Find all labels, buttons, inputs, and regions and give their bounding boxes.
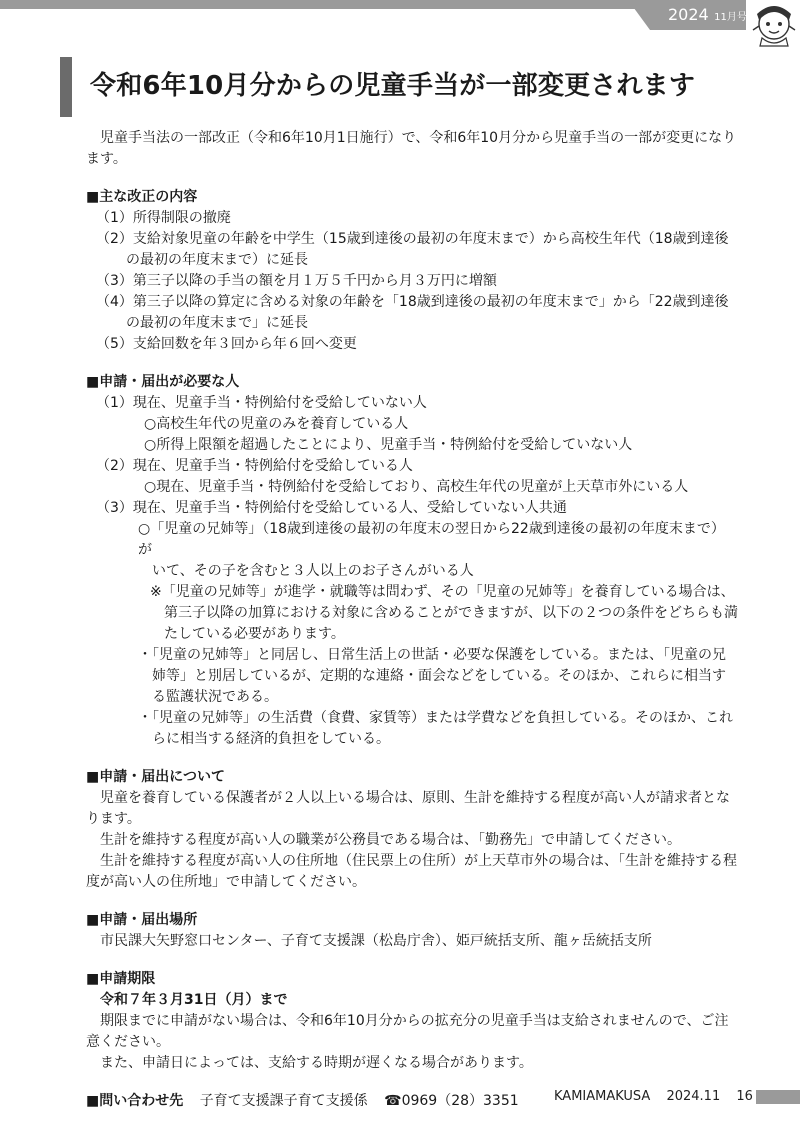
list-item: （3）第三子以降の手当の額を月１万５千円から月３万円に増額 [96,273,497,289]
page-title: 令和6年10月分からの児童手当が一部変更されます [90,71,696,101]
list-item: （2）支給対象児童の年齢を中学生（15歳到達後の最初の年度末まで）から高校生年代（18歳到達後の最初の年度末まで）に延長 [96,231,729,268]
mascot-icon [748,0,800,50]
issue-month-suffix: 月号 [726,12,747,23]
list-item: ○高校生年代の児童のみを養育している人 [144,416,409,432]
section-heading: ■申請期限 [86,971,156,987]
list-item: （4）第三子以降の算定に含める対象の年齢を「18歳到達後の最初の年度末まで」から「22歳到達後の最初の年度末まで」に延長 [96,294,729,331]
paragraph: 生計を維持する程度が高い人の住所地（住民票上の住所）が上天草市外の場合は、「生計を維持する程度が高い人の住所地」で申請してください。 [86,853,737,890]
intro-paragraph: 児童手当法の一部改正（令和6年10月1日施行）で、令和6年10月分から児童手当の一部が変更になります。 [86,130,737,167]
section-heading: ■主な改正の内容 [86,189,198,205]
section-heading: ■申請・届出が必要な人 [86,374,240,390]
group-item: （3）現在、児童手当・特例給付を受給している人、受給していない人共通 [96,500,567,516]
paragraph: また、申請日によっては、支給する時期が遅くなる場合があります。 [100,1055,533,1071]
issue-label [668,5,747,28]
deadline-date: 令和７年３月31日（月）まで [100,992,288,1008]
section-who [86,372,738,750]
group-item: （1）現在、児童手当・特例給付を受給していない人 [96,395,427,411]
section-deadline [86,969,738,1074]
section-about [86,767,738,893]
section-place [86,910,738,952]
list-item-continuation: いて、その子を含むと３人以上のお子さんがいる人 [152,563,474,579]
contact-department: 子育て支援課子育て支援係 [199,1093,368,1109]
header-band [0,0,680,9]
article-body [86,128,738,1112]
condition-item: ・「児童の兄姉等」の生活費（食費、家賃等）または学費などを負担している。そのほか、これらに相当する経済的負担をしている。 [138,710,733,747]
section-heading: ■申請・届出について [86,769,225,785]
footer-issue: 2024.11 [666,1089,721,1104]
issue-month: 11 [714,12,727,23]
contact-phone: ☎0969（28）3351 [384,1093,519,1109]
publication-name: KAMIAMAKUSA [554,1089,651,1104]
paragraph: 期限までに申請がない場合は、令和6年10月分からの拡充分の児童手当は支給されませんので、ご注意ください。 [86,1013,729,1050]
paragraph: 児童を養育している保護者が２人以上いる場合は、原則、生計を維持する程度が高い人が請求者となります。 [86,790,730,827]
section-changes [86,187,738,355]
note-paragraph: ※「児童の兄姉等」が進学・就職等は問わず、その「児童の兄姉等」を養育している場合は、第三子以降の加算における対象に含めることができますが、以下の２つの条件をどちらも満たしている必要があります。 [150,584,738,642]
footer [554,1087,765,1107]
issue-year: 2024 [668,5,709,24]
list-item: ○現在、児童手当・特例給付を受給しており、高校生年代の児童が上天草市外にいる人 [144,479,689,495]
condition-item: ・「児童の兄姉等」と同居し、日常生活上の世話・必要な保護をしている。または、「児童の兄姉等」と別居しているが、定期的な連絡・面会などをしている。そのほか、これらに相当する監護状況である。 [138,647,726,705]
list-item: ○所得上限額を超過したことにより、児童手当・特例給付を受給していない人 [144,437,633,453]
list-item: ○「児童の兄姉等」（18歳到達後の最初の年度末の翌日から22歳到達後の最初の年度末まで）が [138,521,725,558]
place-list: 市民課大矢野窓口センター、子育て支援課（松島庁舎）、姫戸統括支所、龍ヶ岳統括支所 [100,933,652,949]
group-item: （2）現在、児童手当・特例給付を受給している人 [96,458,413,474]
list-item: （5）支給回数を年３回から年６回へ変更 [96,336,357,352]
list-item: （1）所得制限の撤廃 [96,210,231,226]
section-heading: ■申請・届出場所 [86,912,198,928]
paragraph: 生計を維持する程度が高い人の職業が公務員である場合は、「勤務先」で申請してください。 [100,832,681,848]
page-number: 16 [736,1089,753,1104]
section-heading: ■問い合わせ先 [86,1093,184,1109]
title-accent-bar [60,57,72,117]
footer-band [756,1090,800,1104]
